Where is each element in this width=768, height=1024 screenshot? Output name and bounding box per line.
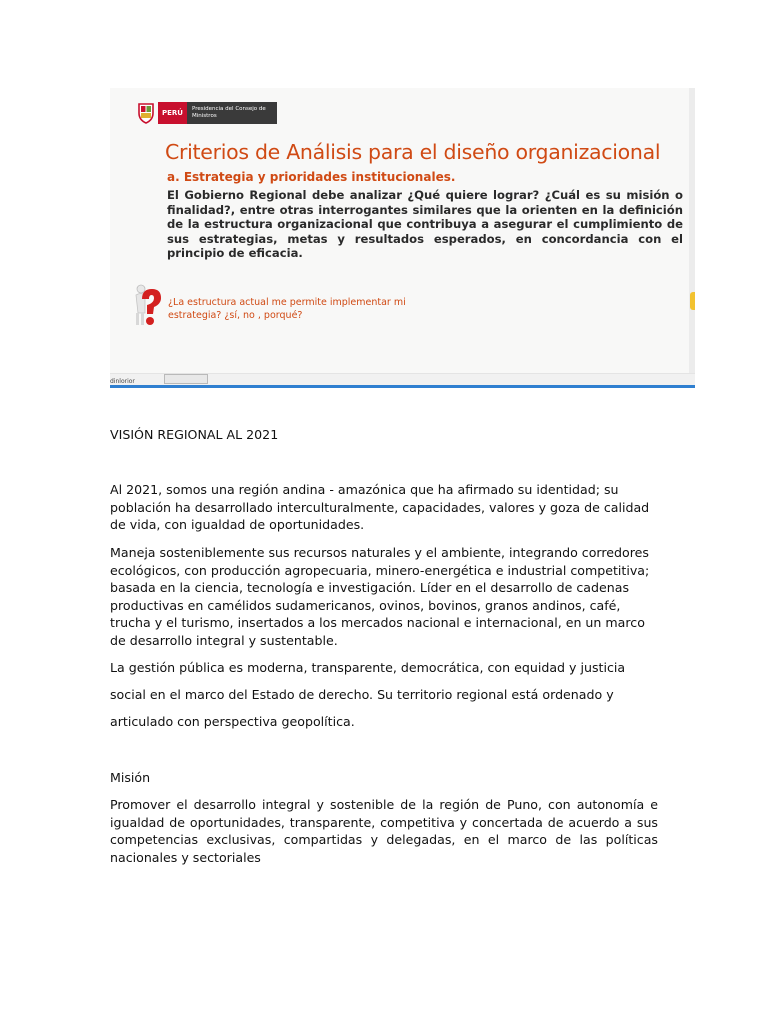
slide-title: Criterios de Análisis para el diseño organizacional: [165, 140, 661, 164]
question-mark-person-icon: [132, 283, 162, 329]
vision-paragraph-1: Al 2021, somos una región andina - amazónica que ha afirmado su identidad; su población ha desarrollado interculturalmente, capacidades, valores y goza de calidad de vida, con igualdad de oportunidades.: [110, 482, 650, 532]
vision-paragraph-2: Maneja sosteniblemente sus recursos naturales y el ambiente, integrando corredores ecológicos, con producción agropecuaria, minero-energética e industrial competitiva; basada en la ciencia, tecnología e investigación. Líder en el desarrollo de cadenas productivas en camélidos sudamericanos, ovinos, bovinos, granos andinos, café, trucha y el turismo, insertados a los mercados nacional e internacional, en un marco de desarrollo integral y sustentable.: [110, 545, 650, 648]
pcm-logo: [137, 102, 277, 124]
slide-progress-line: [110, 385, 695, 388]
slide-question-text: ¿La estructura actual me permite implementar mi estrategia? ¿sí, no , porqué?: [168, 297, 406, 321]
slide-subtitle: a. Estrategia y prioridades institucionales.: [167, 170, 456, 184]
slide-body-text: El Gobierno Regional debe analizar ¿Qué quiere lograr? ¿Cuál es su misión o finalidad?, entre otras interrogantes similares que la orienten en la definición de la estructura organizacional que contribuya a asegurar el cumplimiento de sus estrategias, metas y resultados esperados, en concordancia con el principio de eficacia.: [167, 188, 683, 261]
logo-country: PERÚ: [158, 102, 187, 124]
vision-line-1: La gestión pública es moderna, transparente, democrática, con equidad y justicia: [110, 660, 626, 675]
mision-heading: Misión: [110, 770, 151, 785]
mision-paragraph: Promover el desarrollo integral y sostenible de la región de Puno, con autonomía e igualdad de oportunidades, transparente, competitiva y concertada de acuerdo a sus competencias exclusivas, compartidas y delegadas, en el marco de las políticas nacionales y sectoriales: [110, 797, 658, 865]
peru-shield-icon: [137, 102, 155, 124]
vision-line-3: articulado con perspectiva geopolítica.: [110, 714, 355, 729]
slide-edge-marker: [690, 292, 695, 310]
vision-line-2: social en el marco del Estado de derecho. Su territorio regional está ordenado y: [110, 687, 614, 702]
vision-heading: VISIÓN REGIONAL AL 2021: [110, 427, 279, 442]
slide-footer-box: [164, 374, 208, 384]
slide-right-edge: [689, 88, 695, 388]
slide-footer-caption: dinlorior: [110, 378, 135, 385]
logo-entity: Presidencia del Consejo de Ministros: [187, 102, 277, 124]
embedded-slide-image: [110, 88, 695, 388]
